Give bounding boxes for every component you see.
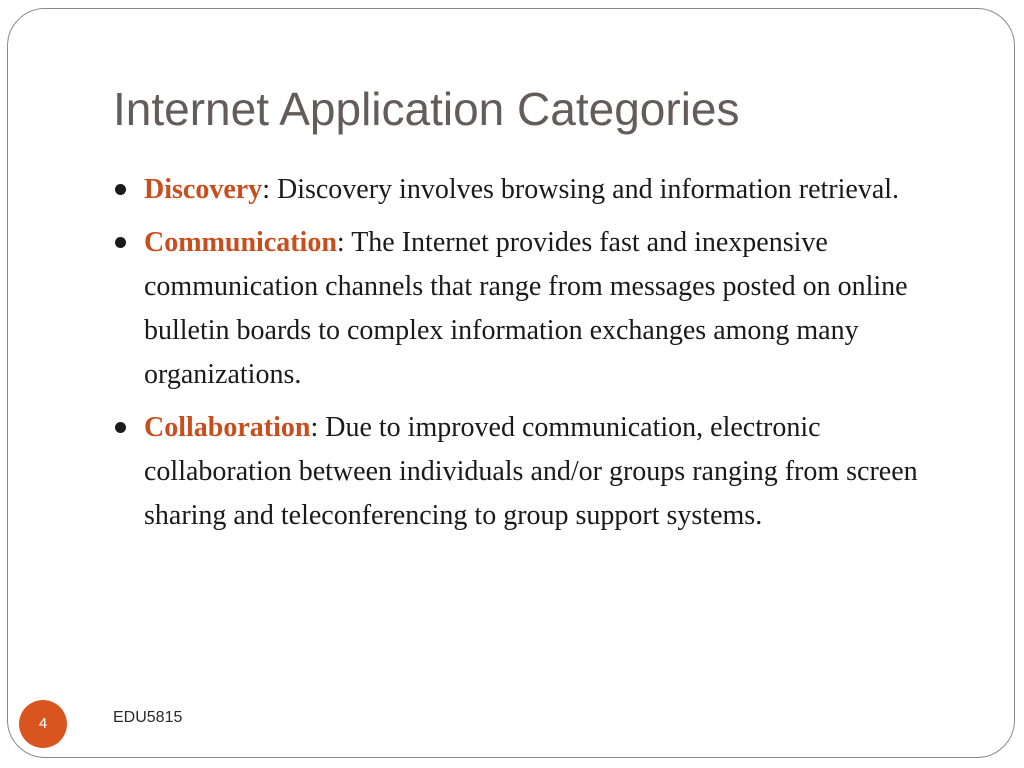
bullet-dot-icon [115, 184, 126, 195]
bullet-item-collaboration [113, 406, 943, 538]
footer-text: EDU5815 [113, 709, 183, 726]
bullet-term: Communication [144, 227, 337, 258]
bullet-separator: : [262, 174, 277, 205]
bullet-dot-icon [115, 422, 126, 433]
bullet-term: Collaboration [144, 412, 311, 443]
bullet-item-communication [113, 221, 943, 397]
bullet-text: Discovery involves browsing and information retrieval. [276, 174, 900, 205]
bullet-list [113, 168, 943, 547]
bullet-dot-icon [115, 237, 126, 248]
bullet-text: Due to improved communication, electronic collaboration between individuals and/or groups ranging from screen sharing and teleconferencing to group support systems. [144, 412, 918, 531]
page-number-badge: 4 [19, 700, 67, 748]
slide-title: Internet Application Categories [113, 83, 740, 135]
bullet-text: The Internet provides fast and inexpensive communication channels that range from messages posted on online bulletin boards to complex information exchanges among many organizations. [144, 227, 908, 390]
bullet-separator: : [310, 412, 326, 443]
bullet-item-discovery [113, 168, 943, 212]
bullet-separator: : [336, 227, 352, 258]
bullet-term: Discovery [144, 174, 263, 205]
